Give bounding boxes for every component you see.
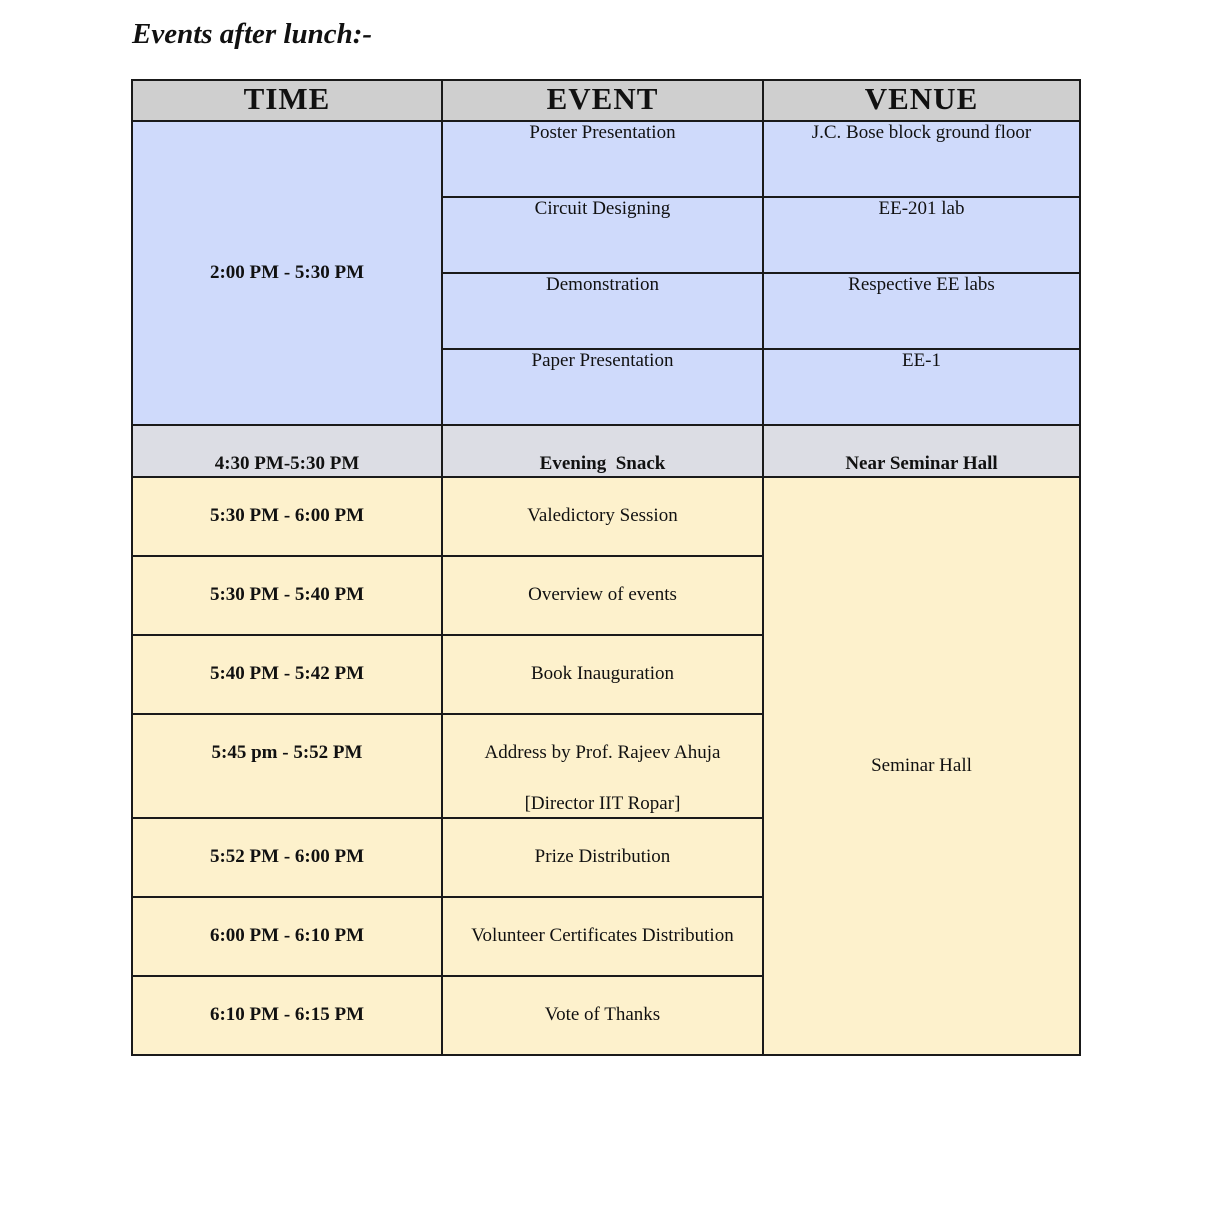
event-cell: Paper Presentation	[442, 349, 763, 425]
snack-event-cell: Evening Snack	[442, 425, 763, 477]
event-line-2: [Director IIT Ropar]	[524, 793, 681, 814]
venue-cell: Respective EE labs	[763, 273, 1080, 349]
event-cell	[442, 714, 763, 818]
event-cell: Poster Presentation	[442, 121, 763, 197]
event-cell: Overview of events	[442, 556, 763, 635]
venue-cell: EE-201 lab	[763, 197, 1080, 273]
column-header-event: EVENT	[442, 80, 763, 121]
event-cell: Volunteer Certificates Distribution	[442, 897, 763, 976]
page-title: Events after lunch:-	[132, 18, 373, 50]
event-line-1: Address by Prof. Rajeev Ahuja	[484, 742, 721, 763]
table-row	[132, 477, 1080, 556]
event-cell: Circuit Designing	[442, 197, 763, 273]
time-cell: 6:00 PM - 6:10 PM	[132, 897, 442, 976]
event-cell: Valedictory Session	[442, 477, 763, 556]
header-row	[132, 80, 1080, 121]
event-cell: Prize Distribution	[442, 818, 763, 897]
seminar-hall-venue-cell: Seminar Hall	[763, 477, 1080, 1055]
column-header-time: TIME	[132, 80, 442, 121]
snack-row	[132, 425, 1080, 477]
time-cell: 5:52 PM - 6:00 PM	[132, 818, 442, 897]
event-cell: Vote of Thanks	[442, 976, 763, 1055]
time-cell: 5:30 PM - 5:40 PM	[132, 556, 442, 635]
snack-venue-cell: Near Seminar Hall	[763, 425, 1080, 477]
events-schedule-table	[131, 79, 1081, 1056]
time-cell: 5:30 PM - 6:00 PM	[132, 477, 442, 556]
event-cell: Book Inauguration	[442, 635, 763, 714]
event-cell: Demonstration	[442, 273, 763, 349]
venue-cell: EE-1	[763, 349, 1080, 425]
snack-time-cell: 4:30 PM-5:30 PM	[132, 425, 442, 477]
time-cell: 5:45 pm - 5:52 PM	[132, 714, 442, 818]
table-row	[132, 121, 1080, 197]
venue-cell: J.C. Bose block ground floor	[763, 121, 1080, 197]
column-header-venue: VENUE	[763, 80, 1080, 121]
time-cell: 5:40 PM - 5:42 PM	[132, 635, 442, 714]
time-cell: 6:10 PM - 6:15 PM	[132, 976, 442, 1055]
afternoon-time-cell: 2:00 PM - 5:30 PM	[132, 121, 442, 425]
